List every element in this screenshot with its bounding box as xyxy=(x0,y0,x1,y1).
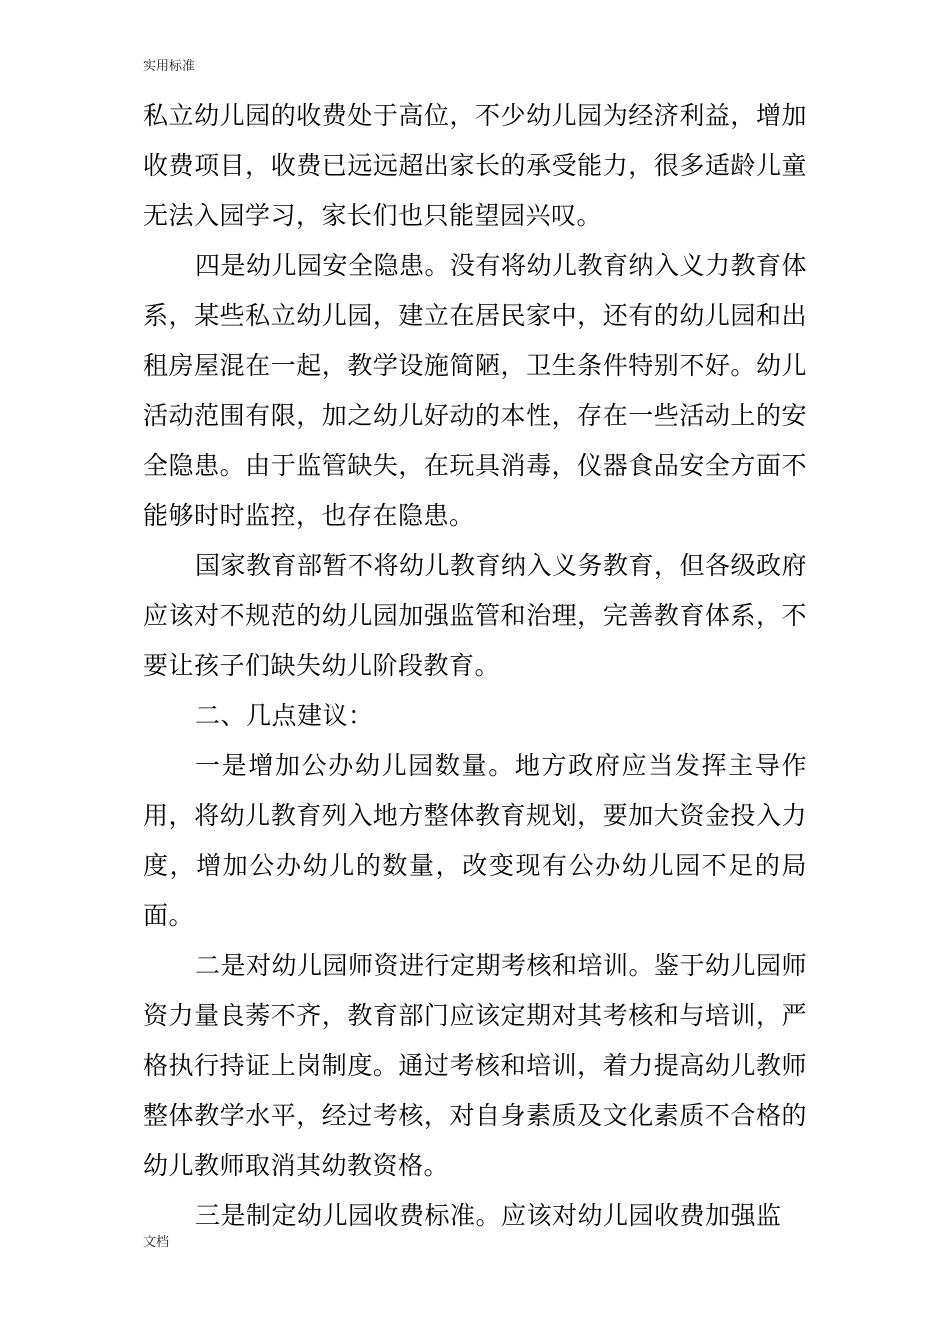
paragraph-6: 三是制定幼儿园收费标准。应该对幼儿园收费加强监 xyxy=(195,1201,782,1230)
document-body xyxy=(143,91,807,1241)
paragraph-5: 二是对幼儿园师资进行定期考核和培训。鉴于幼儿园师资力量良莠不齐，教育部门应该定期对其考核和与培训，严格执行持证上岗制度。通过考核和培训，着力提高幼儿教师整体教学水平，经过考核，对自身素质及文化素质不合格的幼儿教师取消其幼教资格。 xyxy=(143,951,808,1180)
paragraph-2: 四是幼儿园安全隐患。没有将幼儿教育纳入义力教育体系，某些私立幼儿园，建立在居民家中，还有的幼儿园和出租房屋混在一起，教学设施简陋，卫生条件特别不好。幼儿活动范围有限，加之幼儿好动的本性，存在一些活动上的安全隐患。由于监管缺失，在玩具消毒，仪器食品安全方面不能够时时监控，也存在隐患。 xyxy=(143,251,808,530)
paragraph-1: 私立幼儿园的收费处于高位，不少幼儿园为经济利益，增加收费项目，收费已远远超出家长的承受能力，很多适龄儿童无法入园学习，家长们也只能望园兴叹。 xyxy=(143,101,807,230)
paragraph-3: 国家教育部暂不将幼儿教育纳入义务教育，但各级政府应该对不规范的幼儿园加强监管和治理，完善教育体系，不要让孩子们缺失幼儿阶段教育。 xyxy=(143,551,808,680)
paragraph-4: 一是增加公办幼儿园数量。地方政府应当发挥主导作用，将幼儿教育列入地方整体教育规划，要加大资金投入力度，增加公办幼儿的数量，改变现有公办幼儿园不足的局面。 xyxy=(143,751,807,930)
section-heading: 二、几点建议： xyxy=(195,701,374,730)
page-footer: 文档 xyxy=(143,1235,170,1250)
page-header: 实用标准 xyxy=(143,59,196,74)
